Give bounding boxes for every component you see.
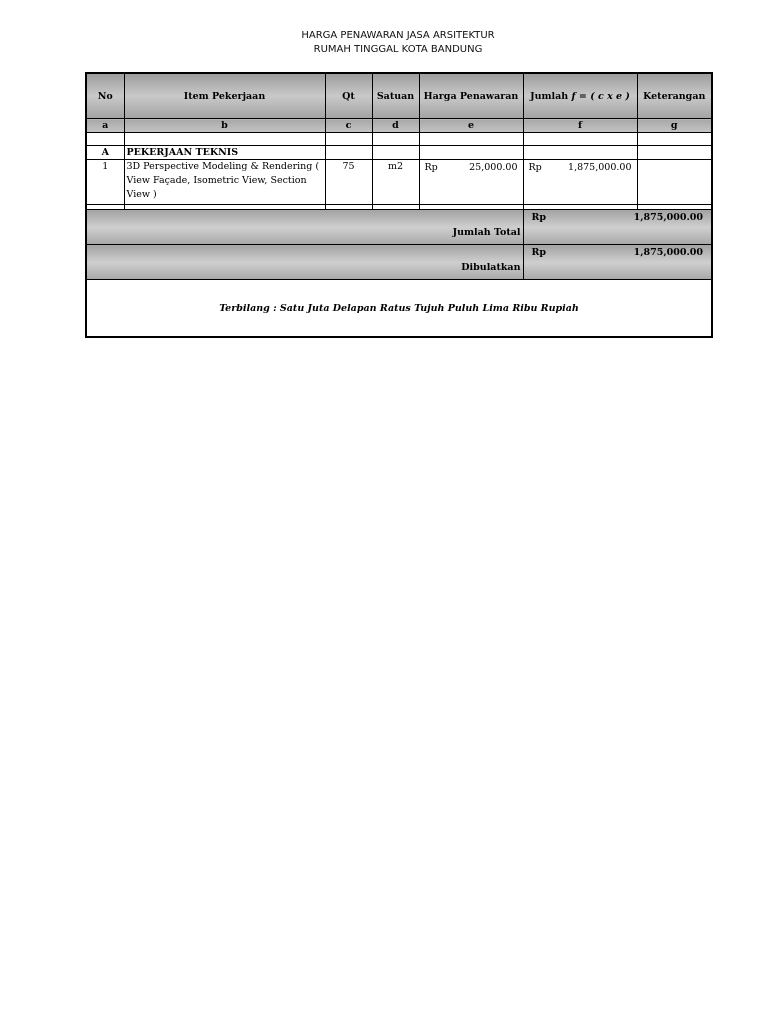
amount-in-words-row [86,280,712,338]
column-letter: c [325,119,372,133]
row-item: 3D Perspective Modeling & Rendering ( View Façade, Isometric View, Section View ) [124,160,325,205]
section-row [86,146,712,160]
total-currency: Rp [531,212,547,223]
total-row [86,210,712,245]
rounded-value: 1,875,000.00 [633,247,703,258]
row-jumlah-currency: Rp [528,162,542,173]
column-letter: a [86,119,124,133]
column-letter: f [523,119,637,133]
document-title: HARGA PENAWARAN JASA ARSITEKTUR [301,30,495,41]
header-qt: Qt [325,73,372,119]
row-keterangan [637,160,712,205]
row-harga-value: 25,000.00 [469,162,518,173]
row-satuan: m2 [372,160,419,205]
column-letter: g [637,119,712,133]
header-harga: Harga Penawaran [419,73,523,119]
header-jumlah-formula: f = ( c x e ) [571,90,630,102]
header-satuan: Satuan [372,73,419,119]
document-title-block [0,29,768,57]
price-offer-table [85,72,713,338]
section-name: PEKERJAAN TEKNIS [124,146,325,160]
column-letter: e [419,119,523,133]
row-harga-currency: Rp [424,162,438,173]
rounded-label: Dibulatkan [86,245,523,280]
row-no: 1 [86,160,124,205]
document-subtitle: RUMAH TINGGAL KOTA BANDUNG [313,44,483,55]
total-value: 1,875,000.00 [633,212,703,223]
table-row [86,160,712,205]
column-letter-row [86,119,712,133]
rounded-row [86,245,712,280]
header-keterangan: Keterangan [637,73,712,119]
rounded-currency: Rp [531,247,547,258]
amount-in-words: Terbilang : Satu Juta Delapan Ratus Tujuh Puluh Lima Ribu Rupiah [86,280,712,338]
header-no: No [86,73,124,119]
rounded-amount [523,245,712,280]
row-jumlah-value: 1,875,000.00 [568,162,632,173]
row-harga [419,160,523,205]
table-header-row [86,73,712,119]
total-label: Jumlah Total [86,210,523,245]
column-letter: d [372,119,419,133]
row-qt: 75 [325,160,372,205]
total-amount [523,210,712,245]
header-item: Item Pekerjaan [124,73,325,119]
empty-row [86,133,712,146]
header-jumlah [523,73,637,119]
row-jumlah [523,160,637,205]
section-code: A [86,146,124,160]
header-jumlah-label: Jumlah [530,90,569,102]
column-letter: b [124,119,325,133]
